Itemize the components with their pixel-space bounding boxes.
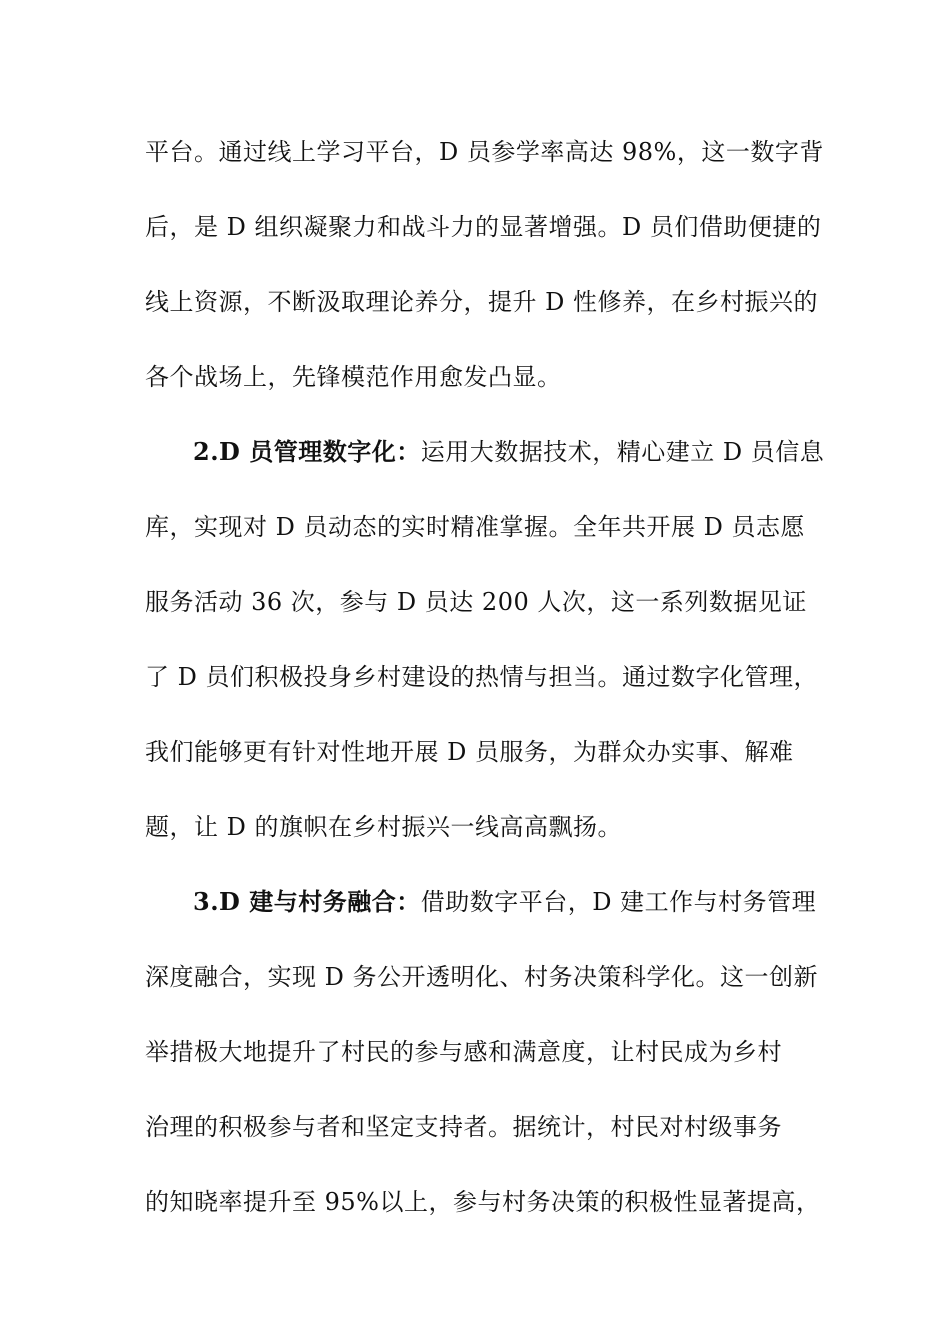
- paragraph-line: 线上资源，不断汲取理论养分，提升 D 性修养，在乡村振兴的: [145, 288, 818, 316]
- section-3-heading: 3.D 建与村务融合：: [193, 887, 421, 916]
- section-2-first-line: [145, 428, 825, 503]
- body-text: [145, 128, 825, 1253]
- paragraph-line: 治理的积极参与者和坚定支持者。据统计，村民对村级事务: [145, 1113, 782, 1141]
- paragraph-line: 库，实现对 D 员动态的实时精准掌握。全年共开展 D 员志愿: [145, 513, 805, 541]
- section-2-heading: 2.D 员管理数字化：: [193, 437, 421, 466]
- paragraph-line: 我们能够更有针对性地开展 D 员服务，为群众办实事、解难: [145, 738, 794, 766]
- section-2-first-text: 运用大数据技术，精心建立 D 员信息: [420, 438, 825, 466]
- paragraph-line: 服务活动 36 次，参与 D 员达 200 人次，这一系列数据见证: [145, 588, 807, 616]
- paragraph-line: 举措极大地提升了村民的参与感和满意度，让村民成为乡村: [145, 1038, 782, 1066]
- paragraph-line: 后，是 D 组织凝聚力和战斗力的显著增强。D 员们借助便捷的: [145, 213, 822, 241]
- section-3-first-line: [145, 878, 815, 953]
- section-3-first-text: 借助数字平台，D 建工作与村务管理: [420, 888, 817, 916]
- paragraph-line: 题，让 D 的旗帜在乡村振兴一线高高飘扬。: [145, 813, 622, 841]
- paragraph-line: 各个战场上，先锋模范作用愈发凸显。: [145, 363, 562, 391]
- paragraph-line: 深度融合，实现 D 务公开透明化、村务决策科学化。这一创新: [145, 963, 818, 991]
- paragraph-line: 平台。通过线上学习平台，D 员参学率高达 98%，这一数字背: [145, 138, 824, 166]
- paragraph-line: 的知晓率提升至 95%以上，参与村务决策的积极性显著提高，: [145, 1188, 821, 1216]
- paragraph-line: 了 D 员们积极投身乡村建设的热情与担当。通过数字化管理，: [145, 663, 818, 691]
